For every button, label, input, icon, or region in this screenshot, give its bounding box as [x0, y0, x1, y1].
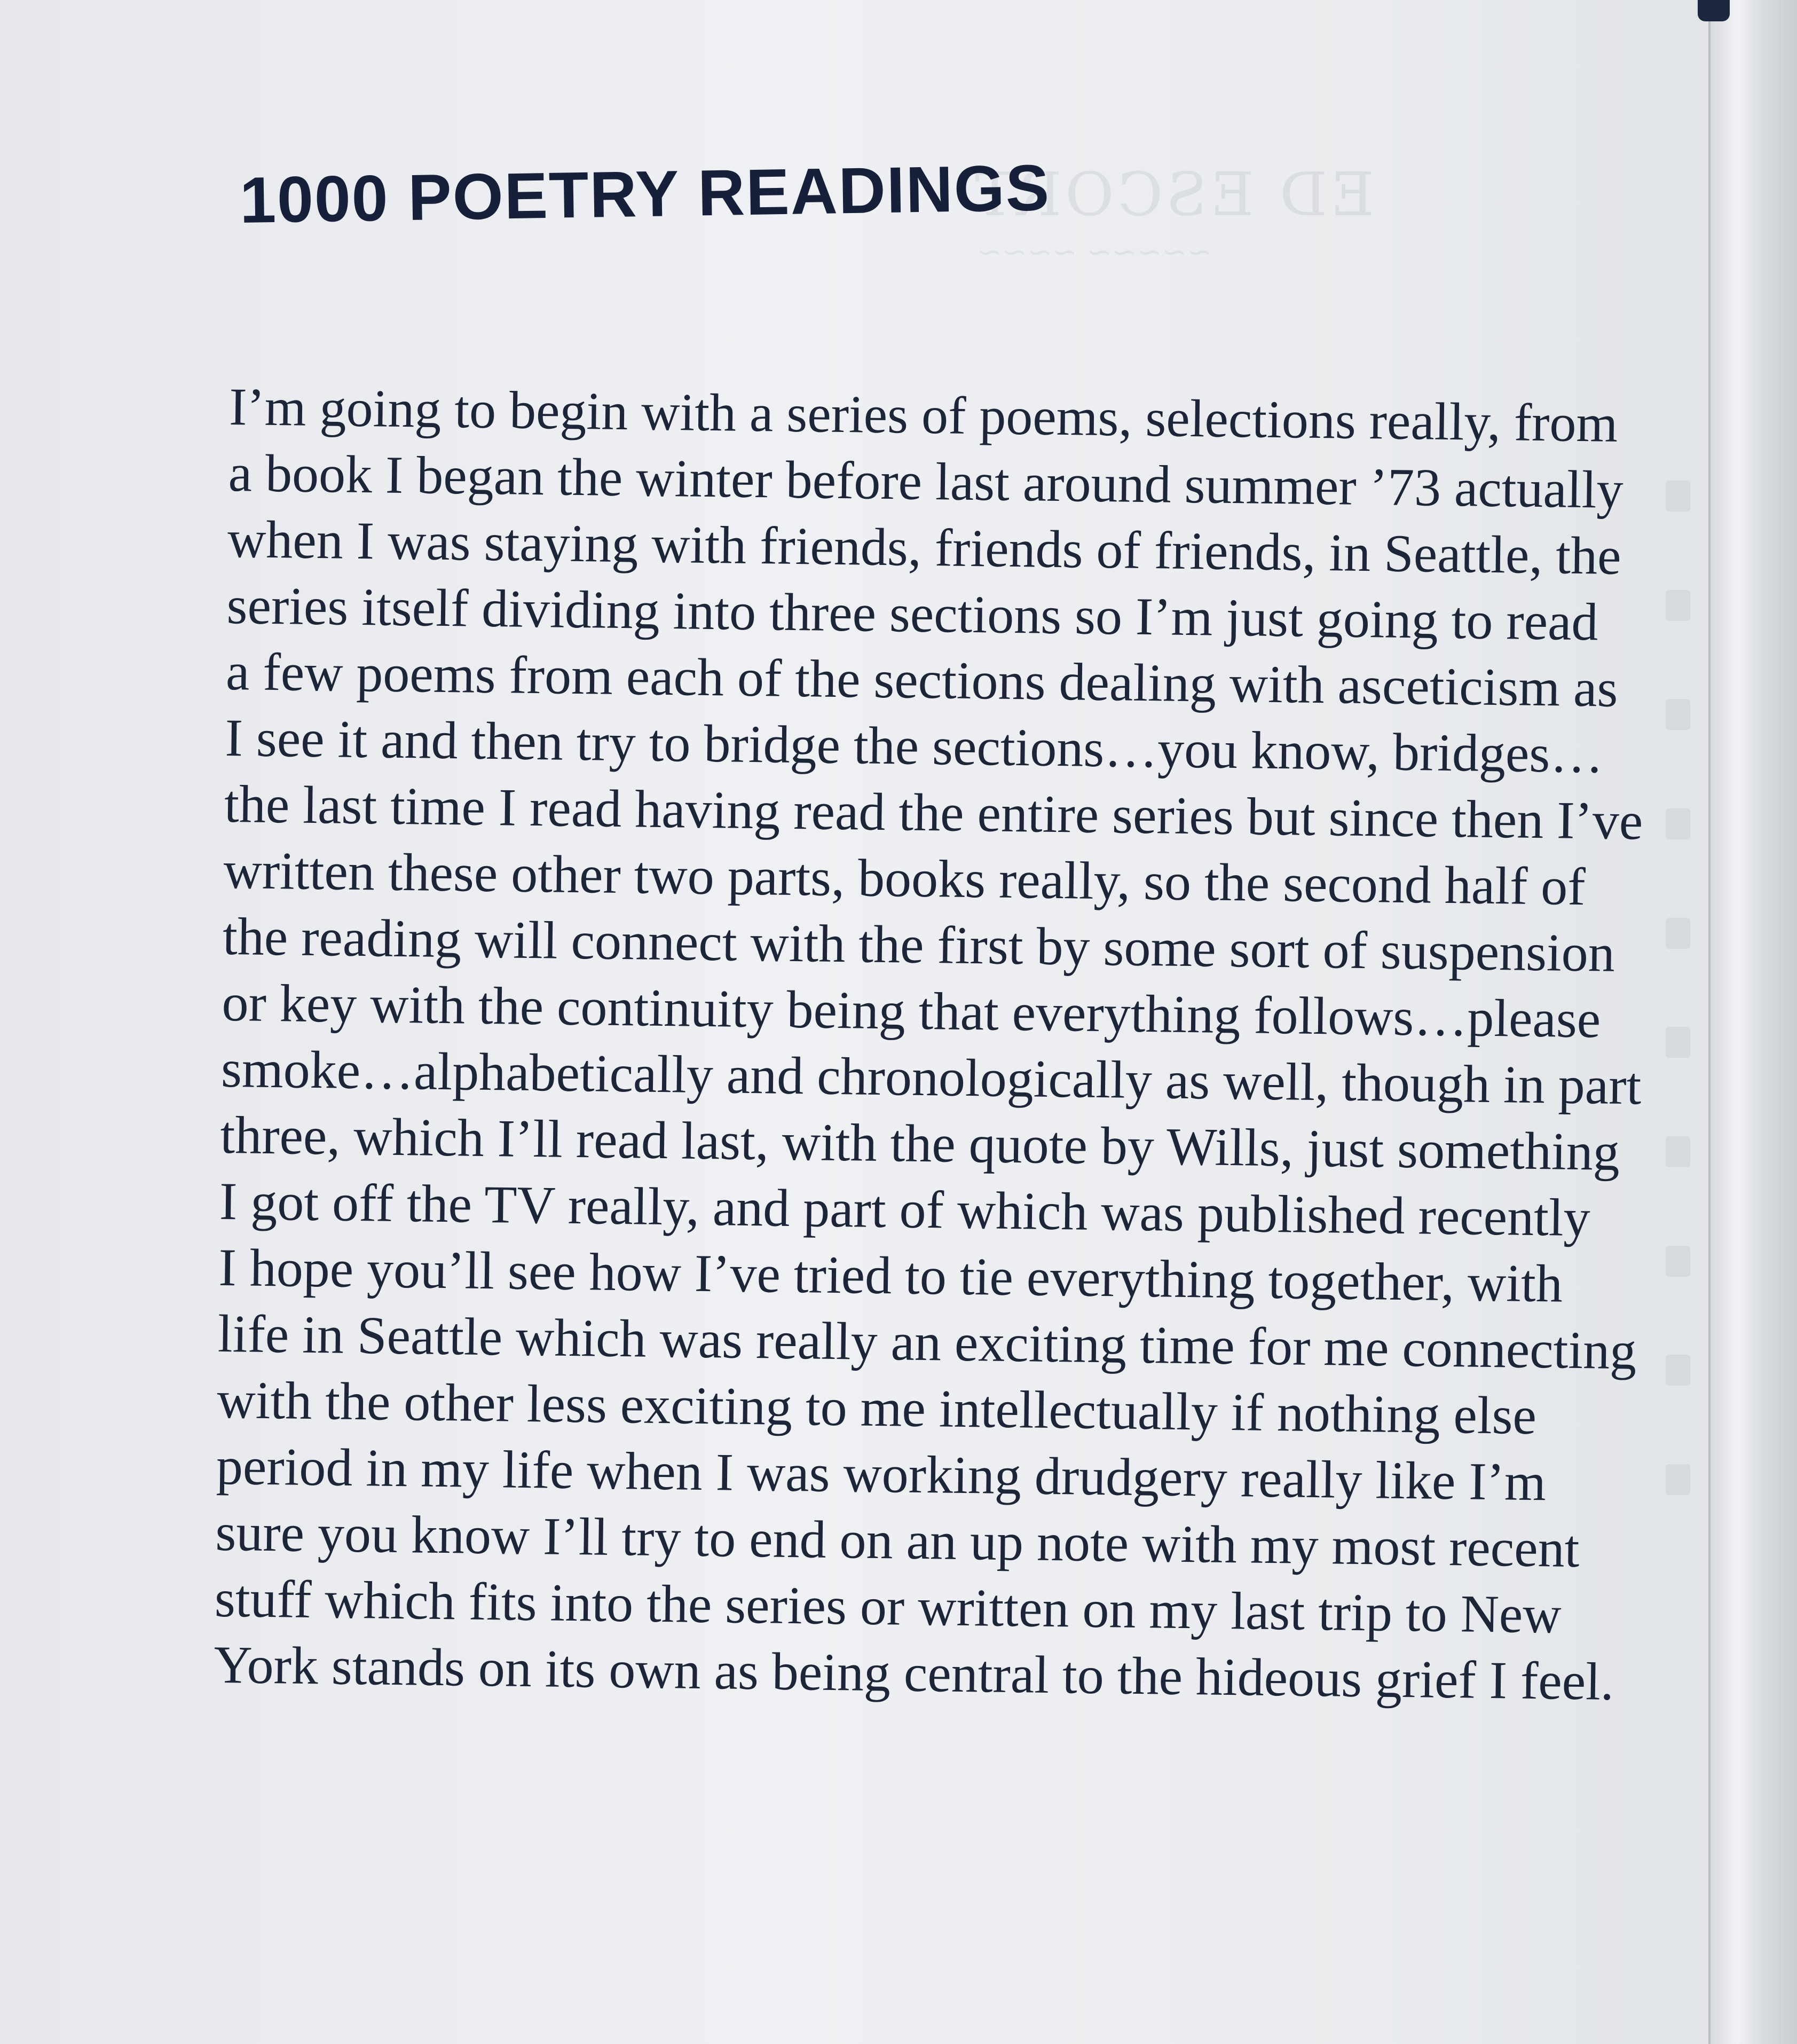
poem-line: I see it and then try to bridge the sections…you know, bridges…	[224, 707, 1604, 784]
show-through-heading: ED ESCORT	[972, 160, 1375, 230]
poem-line: I hope you’ll see how I’ve tried to tie everything together, with	[218, 1237, 1563, 1314]
bookmark-ribbon	[1698, 0, 1730, 21]
poem-line: with the other less exciting to me intellectually if nothing else	[216, 1370, 1537, 1446]
poem-line: I got off the TV really, and part of which was published recently	[219, 1171, 1591, 1248]
poem-line: the last time I read having read the entire series but since then I’ve	[224, 774, 1643, 851]
poem-line: stuff which fits into the series or written on my last trip to New	[214, 1568, 1562, 1645]
facing-page-edge	[1708, 0, 1797, 2044]
poem-body	[214, 374, 1735, 1716]
poem-line: a few poems from each of the sections dealing with asceticism as	[225, 641, 1619, 718]
poem-line: or key with the continuity being that everything follows…please	[221, 972, 1601, 1049]
poem-line: smoke…alphabetically and chronologically as well, though in part	[220, 1039, 1642, 1116]
poem-line: a book I began the winter before last around summer ’73 actually	[228, 443, 1624, 520]
poem-line: the reading will connect with the first by some sort of suspension	[222, 906, 1615, 983]
poem-line: three, which I’ll read last, with the quote by Wills, just something	[219, 1105, 1620, 1182]
poem-line: series itself dividing into three sections so I’m just going to read	[226, 575, 1599, 652]
poem-line: period in my life when I was working drudgery really like I’m	[216, 1436, 1547, 1512]
poem-line: I’m going to begin with a series of poems, selections really, from	[228, 376, 1618, 453]
poem-line: when I was staying with friends, friends of friends, in Seattle, the	[227, 509, 1622, 586]
poem-line: sure you know I’ll try to end on an up note with my most recent	[215, 1502, 1580, 1579]
show-through-subheading: ~~~~~ ~~~~	[977, 235, 1212, 270]
poem-line: York stands on its own as being central to the hideous grief I feel.	[213, 1634, 1614, 1711]
poem-line: written these other two parts, books really, so the second half of	[223, 840, 1586, 917]
poem-title: 1000 POETRY READINGS	[239, 151, 1051, 237]
poem-line: life in Seattle which was really an exciting time for me connecting	[217, 1303, 1637, 1381]
